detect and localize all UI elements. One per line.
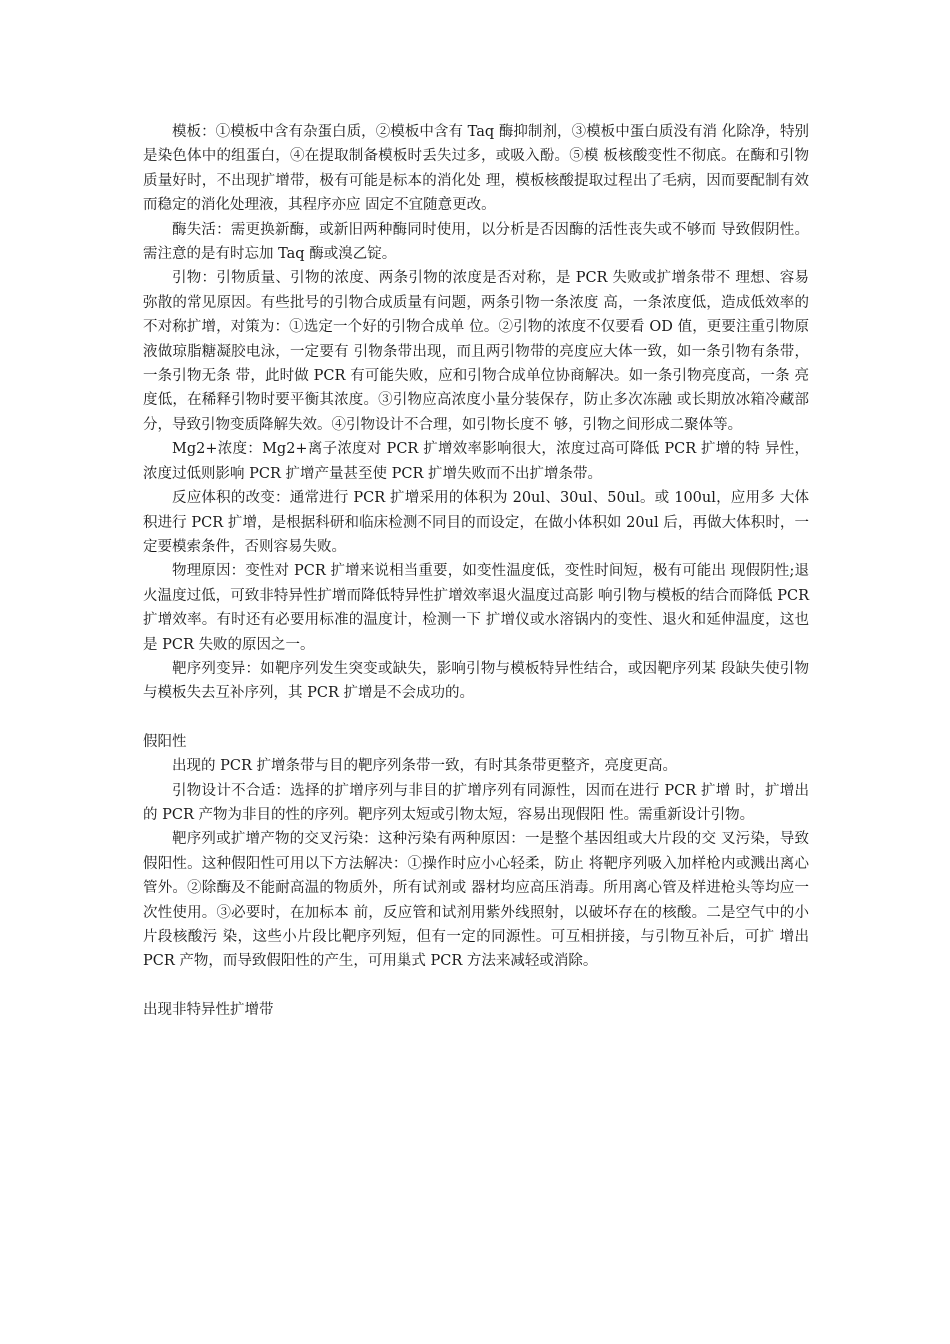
paragraph-reaction-volume: 反应体积的改变：通常进行 PCR 扩增采用的体积为 20ul、30ul、50ul。或 100ul，应用多 大体积进行 PCR 扩增，是根据科研和临床检测不同目的而设定，在做小体积如 20ul 后，再做大体积时，一定要模索条件，否则容易失败。 <box>143 490 809 555</box>
section-spacer <box>143 706 809 730</box>
section-heading-nonspecific-bands: 出现非特异性扩增带 <box>143 1001 274 1018</box>
paragraph-enzyme-inactive: 酶失活：需更换新酶，或新旧两种酶同时使用，以分析是否因酶的活性丧失或不够而 导致假阴性。需注意的是有时忘加 Taq 酶或溴乙锭。 <box>143 221 809 263</box>
document-body <box>143 120 809 1022</box>
paragraph-mg2-concentration: Mg2+浓度：Mg2+离子浓度对 PCR 扩增效率影响很大，浓度过高可降低 PCR 扩增的特 异性，浓度过低则影响 PCR 扩增产量甚至使 PCR 扩增失败而不出扩增条带。 <box>143 441 809 482</box>
paragraph-false-positive-intro: 出现的 PCR 扩增条带与目的靶序列条带一致，有时其条带更整齐，亮度更高。 <box>172 758 677 775</box>
paragraph-target-variation: 靶序列变异：如靶序列发生突变或缺失，影响引物与模板特异性结合，或因靶序列某 段缺失使引物与模板失去互补序列，其 PCR 扩增是不会成功的。 <box>143 660 809 702</box>
paragraph-cross-contamination: 靶序列或扩增产物的交叉污染：这种污染有两种原因：一是整个基因组或大片段的交 叉污染，导致假阳性。这种假阳性可用以下方法解决：①操作时应小心轻柔，防止 将靶序列吸入加样枪内或溅出离心管外。②除酶及不能耐高温的物质外，所有试剂或 器材均应高压消毒。所用离心管及样进枪头等均应一次性使用。③必要时，在加标本 前，反应管和试剂用紫外线照射，以破坏存在的核酸。二是空气中的小片段核酸污 染，这些小片段比靶序列短，但有一定的同源性。可互相拼接，与引物互补后，可扩 增出 PCR 产物，而导致假阳性的产生，可用巢式 PCR 方法来减轻或消除。 <box>143 831 809 970</box>
paragraph-physical-causes: 物理原因：变性对 PCR 扩增来说相当重要，如变性温度低，变性时间短，极有可能出 现假阴性;退火温度过低，可致非特异性扩增而降低特异性扩增效率退火温度过高影 响引物与模板的结合而降低 PCR 扩增效率。有时还有必要用标准的温度计，检测一下 扩增仪或水溶锅内的变性、退火和延伸温度，这也是 PCR 失败的原因之一。 <box>143 563 809 653</box>
paragraph-primer: 引物：引物质量、引物的浓度、两条引物的浓度是否对称，是 PCR 失败或扩增条带不 理想、容易弥散的常见原因。有些批号的引物合成质量有问题，两条引物一条浓度 高，一条浓度低，造成低效率的不对称扩增，对策为：①选定一个好的引物合成单 位。②引物的浓度不仅要看 OD 值，更要注重引物原液做琼脂糖凝胶电泳，一定要有 引物条带出现，而且两引物带的亮度应大体一致，如一条引物有条带，一条引物无条 带，此时做 PCR 有可能失败，应和引物合成单位协商解决。如一条引物亮度高，一条 亮度低，在稀释引物时要平衡其浓度。③引物应高浓度小量分装保存，防止多次冻融 或长期放冰箱冷藏部分，导致引物变质降解失效。④引物设计不合理，如引物长度不 够，引物之间形成二聚体等。 <box>143 270 809 433</box>
section-heading-false-positive: 假阳性 <box>143 733 187 750</box>
section-spacer <box>143 974 809 998</box>
paragraph-primer-design: 引物设计不合适：选择的扩增序列与非目的扩增序列有同源性，因而在进行 PCR 扩增 时，扩增出的 PCR 产物为非目的性的序列。靶序列太短或引物太短，容易出现假阳 性。需重新设计引物。 <box>143 782 809 823</box>
paragraph-template: 模板：①模板中含有杂蛋白质，②模板中含有 Taq 酶抑制剂，③模板中蛋白质没有消 化除净，特别是染色体中的组蛋白，④在提取制备模板时丢失过多，或吸入酚。⑤模 板核酸变性不彻底。在酶和引物质量好时，不出现扩增带，极有可能是标本的消化处 理，模板核酸提取过程出了毛病，因而要配制有效而稳定的消化处理液，其程序亦应 固定不宜随意更改。 <box>143 124 809 214</box>
